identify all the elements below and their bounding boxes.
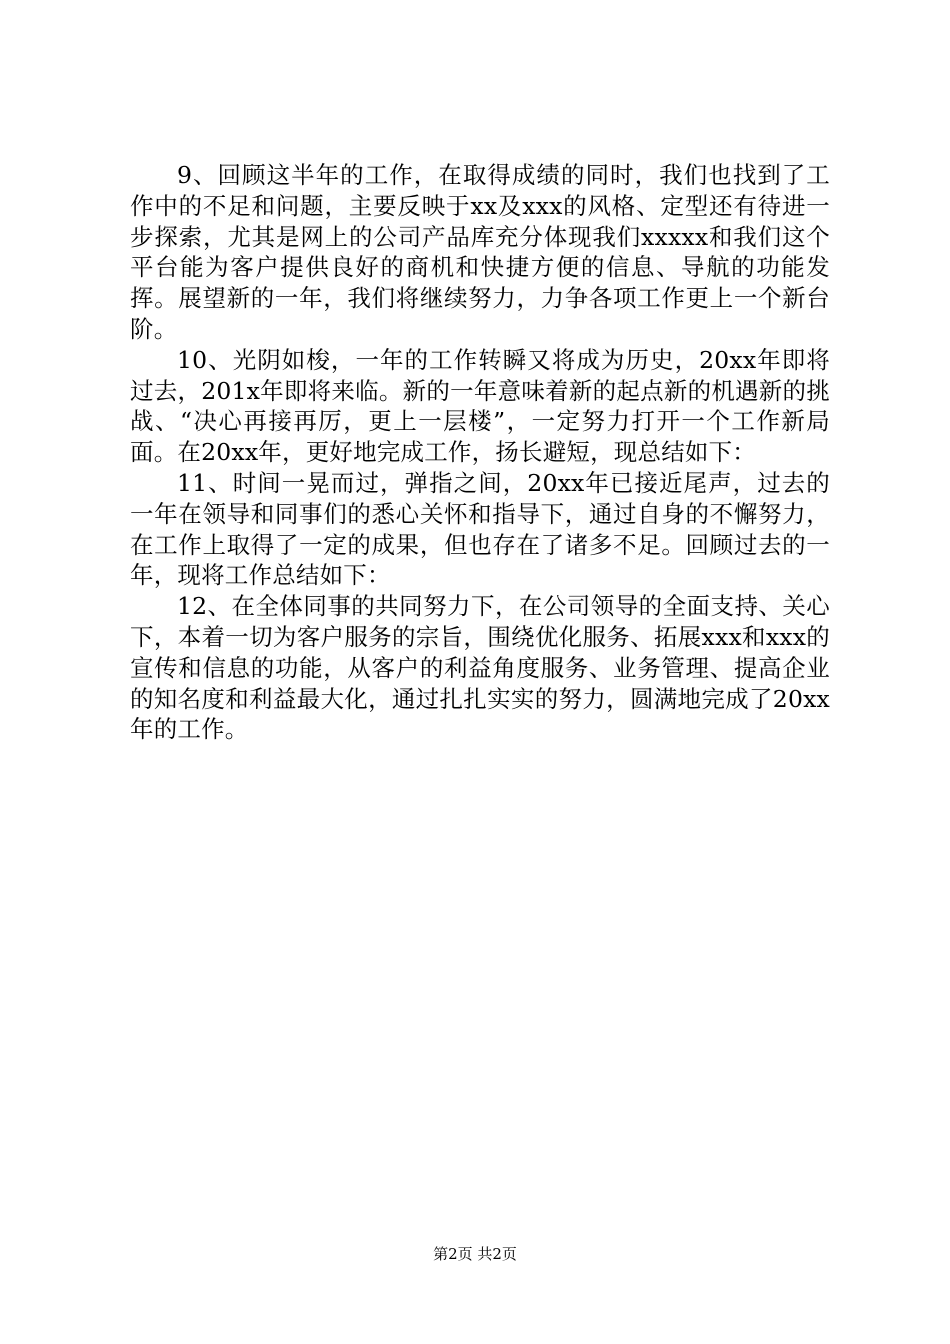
paragraph-11: 11、时间一晃而过，弹指之间，20xx年已接近尾声，过去的一年在领导和同事们的悉心关怀和指导下，通过自身的不懈努力，在工作上取得了一定的成果，但也存在了诸多不足。回顾过去的一年，现将工作总结如下： — [130, 468, 830, 590]
paragraph-9: 9、回顾这半年的工作，在取得成绩的同时，我们也找到了工作中的不足和问题，主要反映于xx及xxx的风格、定型还有待进一步探索，尤其是网上的公司产品库充分体现我们xxxxx和我们这个平台能为客户提供良好的商机和快捷方便的信息、导航的功能发挥。展望新的一年，我们将继续努力，力争各项工作更上一个新台阶。 — [130, 161, 830, 343]
paragraph-12: 12、在全体同事的共同努力下，在公司领导的全面支持、关心下，本着一切为客户服务的宗旨，围绕优化服务、拓展xxx和xxx的宣传和信息的功能，从客户的利益角度服务、业务管理、提高企业的知名度和利益最大化，通过扎扎实实的努力，圆满地完成了20xx年的工作。 — [130, 592, 830, 744]
page-footer: 第2页 共2页 — [433, 1245, 517, 1263]
paragraph-10: 10、光阴如梭，一年的工作转瞬又将成为历史，20xx年即将过去，201x年即将来临。新的一年意味着新的起点新的机遇新的挑战、“决心再接再厉，更上一层楼”，一定努力打开一个工作新局面。在20xx年，更好地完成工作，扬长避短，现总结如下： — [130, 345, 830, 467]
document-body — [130, 160, 830, 745]
